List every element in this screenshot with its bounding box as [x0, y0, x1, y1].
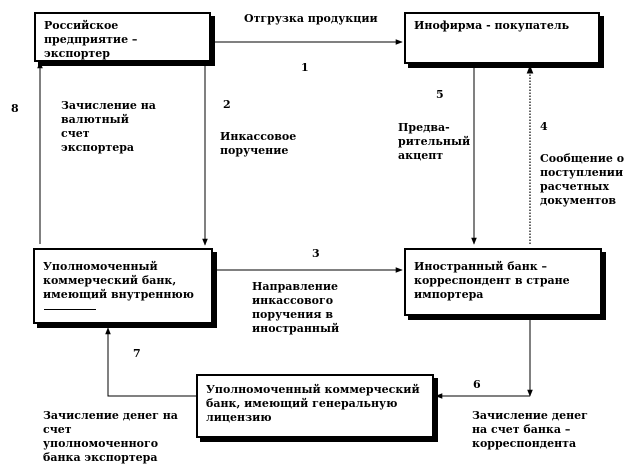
label-crediting-currency-account: Зачисление на валютный счет экспортера: [61, 99, 156, 154]
box-general-bank-text: Уполномоченный коммерческий банк, имеющий генеральную лицензию: [206, 383, 420, 424]
box-authorized-bank: [33, 248, 213, 324]
box-exporter-text: Российское предприятие – экспортер: [44, 19, 138, 60]
step-number-5: 5: [436, 88, 444, 101]
label-shipment: Отгрузка продукции: [244, 12, 378, 25]
step-number-1: 1: [301, 61, 309, 74]
step-number-6: 6: [473, 378, 481, 391]
label-preliminary-acceptance: Предва-рительный акцепт: [398, 121, 471, 162]
label-crediting-auth-bank: Зачисление денег на счет уполномоченного банка экспортера: [43, 409, 178, 464]
label-message-receipt: Сообщение о поступлении расчетных документов: [540, 152, 625, 207]
step-number-8: 8: [11, 102, 19, 115]
box-authorized-bank-text: Уполномоченный коммерческий банк, имеющий внутреннюю: [43, 260, 194, 301]
box-buyer-text: Инофирма - покупатель: [414, 19, 570, 32]
box-authorized-bank-underline: [44, 309, 96, 310]
box-exporter: [34, 12, 211, 62]
label-crediting-corr-bank: Зачисление денег на счет банка – корреспондента: [472, 409, 588, 450]
step-number-4: 4: [540, 120, 548, 133]
arrow-7-crediting-auth: [108, 328, 196, 396]
box-foreign-bank-text: Иностранный банк – корреспондент в стране импортера: [414, 260, 570, 301]
label-collection-order: Инкассовое поручение: [220, 130, 297, 157]
box-foreign-bank: [404, 248, 602, 316]
step-number-2: 2: [223, 98, 231, 111]
step-number-3: 3: [312, 247, 320, 260]
box-buyer: [404, 12, 600, 64]
label-sending-collection: Направление инкассового поручения в иностранный: [252, 280, 340, 335]
box-general-bank: [196, 374, 434, 438]
step-number-7: 7: [133, 347, 141, 360]
